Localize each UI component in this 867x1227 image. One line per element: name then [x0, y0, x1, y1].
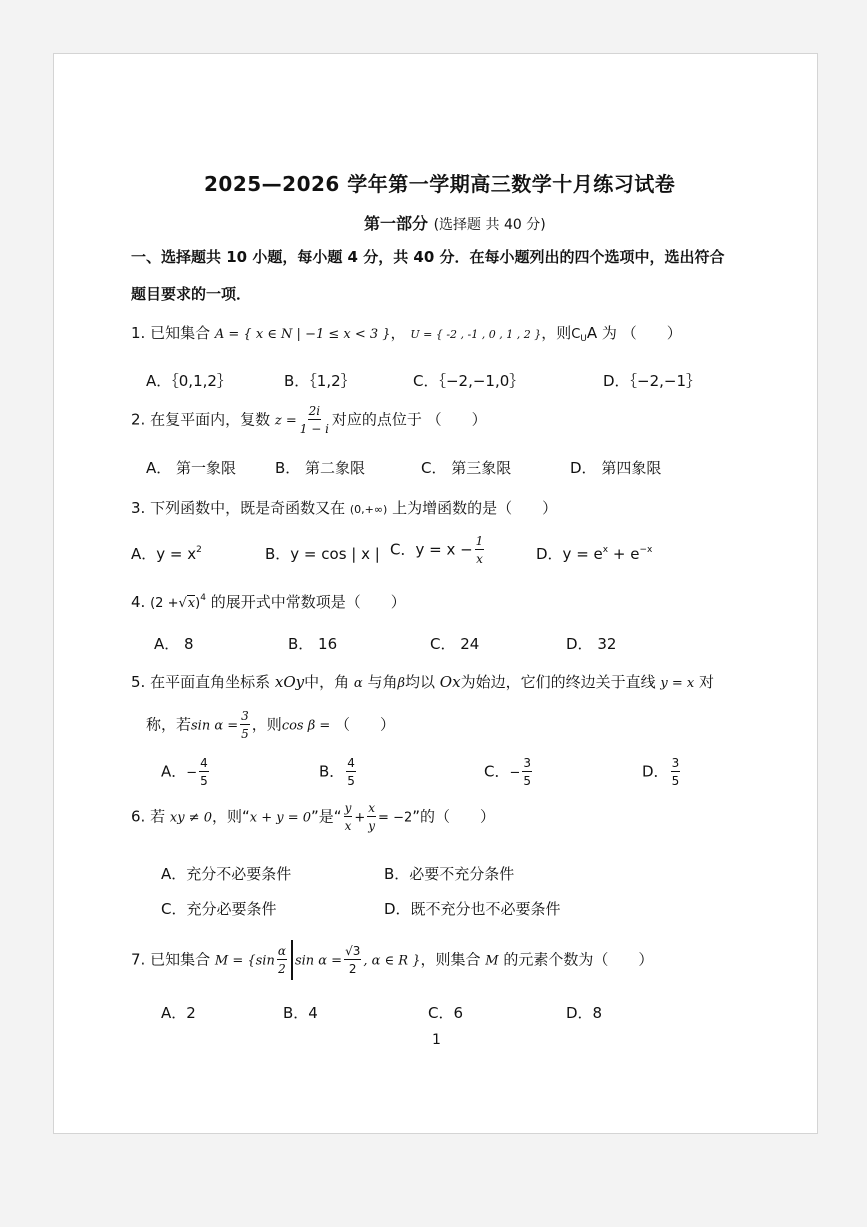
question-5-ox: Ox: [439, 673, 461, 691]
question-5-option-b-denominator: 5: [347, 774, 355, 788]
question-1-suffix: ，则: [541, 324, 572, 342]
question-5-option-c-numerator: 3: [523, 756, 532, 770]
question-5-text-e: 对: [698, 673, 714, 691]
question-3-option-d-base1: D．y = e: [536, 545, 603, 563]
question-2-numerator: 2i: [308, 404, 321, 418]
question-5-option-b[interactable]: [319, 757, 358, 787]
question-3-option-a-sup: 2: [196, 545, 202, 555]
question-3-option-d-base2: + e: [608, 545, 640, 563]
question-3-option-c-denominator: x: [476, 552, 483, 566]
question-7-prefix: 7. 已知集合: [131, 950, 211, 969]
question-5-option-a-label: A．: [161, 762, 187, 781]
question-6-fraction-1: [344, 802, 353, 832]
question-2-suffix: 对应的点位于 （ ）: [331, 410, 487, 429]
question-5-option-a-numerator: 4: [200, 756, 208, 770]
question-7-suffix: ，则集合: [420, 950, 481, 969]
question-5-option-d[interactable]: [642, 757, 682, 787]
question-1-complement-tail: A 为 （ ）: [586, 324, 682, 342]
question-6-option-b[interactable]: B．必要不充分条件: [384, 865, 515, 883]
question-3-option-a[interactable]: [131, 543, 202, 564]
question-5-option-a-fraction: [199, 757, 209, 787]
question-5-cos-beta: cos β =: [281, 718, 331, 734]
question-7-option-d[interactable]: D．8: [566, 1004, 603, 1022]
question-4-expr-post: ): [195, 596, 201, 611]
question-4-option-a[interactable]: A． 8: [154, 635, 194, 653]
page-number: 1: [432, 1032, 441, 1048]
question-6-equation-1: x + y = 0: [249, 810, 312, 826]
question-2-z: z =: [274, 413, 297, 429]
section-instruction-line2: 题目要求的一项．: [131, 285, 252, 303]
question-5-option-c[interactable]: [484, 757, 534, 787]
question-1-option-d[interactable]: D．｛−2,−1｝: [603, 372, 702, 390]
section-instruction-line1: 一、选择题共 10 小题，每小题 4 分，共 40 分．在每小题列出的四个选项中，选出符合: [131, 248, 725, 266]
question-5-text-c: 均以: [405, 673, 436, 691]
question-6-fraction-1-numerator: y: [344, 801, 352, 815]
question-5-line2-end: （ ）: [335, 715, 396, 734]
question-4-option-b[interactable]: B． 16: [288, 635, 338, 653]
question-7-suffix-2: 的元素个数为（ ）: [503, 950, 654, 969]
question-6-text-a: ，则“: [211, 807, 250, 826]
question-7: [131, 940, 653, 980]
question-4-sqrt-sign: √: [178, 596, 187, 611]
question-3-option-d-sup2: −x: [639, 545, 653, 555]
question-2-option-c[interactable]: C． 第三象限: [421, 459, 512, 477]
question-4-option-d[interactable]: D． 32: [566, 635, 617, 653]
question-3-option-c-numerator: 1: [475, 534, 484, 548]
question-7-root-numerator: √3: [345, 944, 361, 958]
question-6-fraction-2-numerator: x: [368, 801, 376, 815]
question-2-prefix: 2. 在复平面内，复数: [131, 410, 271, 429]
question-1-prefix: 1. 已知集合: [131, 324, 211, 342]
question-5-option-b-label: B．: [319, 762, 345, 781]
question-5-line2-prefix: 称，若: [146, 715, 192, 734]
question-5-denominator: 5: [241, 727, 249, 741]
question-6-plus: +: [354, 810, 366, 826]
question-1: [131, 322, 682, 344]
question-5-option-d-label: D．: [642, 762, 669, 781]
question-5-text-d: 为始边，它们的终边关于直线: [460, 673, 656, 691]
question-3-option-c-text: C．y = x −: [390, 540, 473, 559]
question-5-option-a-sign: −: [186, 765, 198, 781]
part-title: 第一部分: [364, 214, 429, 233]
question-5-option-b-numerator: 4: [347, 756, 355, 770]
question-6-prefix: 6. 若: [131, 807, 166, 826]
question-7-root-denominator: 2: [348, 962, 357, 976]
question-6: [131, 802, 495, 832]
question-6-fraction-2: [367, 802, 376, 832]
question-1-complement-sub: U: [580, 334, 587, 344]
question-4-sqrt-arg: x: [187, 596, 196, 611]
question-7-option-c[interactable]: C．6: [428, 1004, 464, 1022]
question-5-option-d-denominator: 5: [671, 774, 680, 788]
question-6-option-d[interactable]: D．既不充分也不必要条件: [384, 900, 561, 918]
question-2-option-a[interactable]: A． 第一象限: [146, 459, 237, 477]
question-6-suffix: ”的（ ）: [412, 807, 496, 826]
question-5-line: y = x: [660, 676, 695, 691]
question-5-text-a: 中，角: [304, 673, 350, 691]
question-4-expr-pre: (2 +: [150, 596, 179, 611]
question-1-option-b[interactable]: B．｛1,2｝: [284, 372, 356, 390]
part-heading: [364, 211, 546, 234]
question-5-line2-mid: ，则: [251, 715, 282, 734]
exam-page: [53, 53, 818, 1134]
question-4-option-c[interactable]: C． 24: [430, 635, 480, 653]
question-4-suffix: 的展开式中常数项是（ ）: [210, 593, 406, 611]
question-7-fraction-numerator: α: [277, 944, 286, 958]
question-5-option-c-sign: −: [509, 765, 521, 781]
question-6-fraction-2-denominator: y: [368, 819, 376, 833]
question-5-option-c-fraction: [522, 757, 532, 787]
question-5-prefix: 5. 在平面直角坐标系: [131, 673, 271, 691]
question-3-interval: (0,+∞): [349, 503, 388, 516]
question-5-option-b-fraction: [346, 757, 356, 787]
question-5-sin-alpha: sin α =: [191, 718, 239, 734]
question-3-option-d[interactable]: [536, 543, 652, 564]
question-7-condition: sin α =: [294, 953, 343, 969]
question-3: [131, 497, 557, 518]
question-4: [131, 591, 406, 612]
question-6-text-b: ”是“: [311, 807, 342, 826]
question-7-condition-end: , α ∈ R }: [363, 953, 421, 969]
exam-title: 2025—2026 学年第一学期高三数学十月练习试卷: [204, 172, 676, 196]
question-6-condition: xy ≠ 0: [169, 810, 212, 826]
question-7-divider: [291, 940, 293, 980]
question-5-option-c-denominator: 5: [523, 774, 532, 788]
question-3-option-c[interactable]: [390, 535, 486, 565]
question-5-option-d-numerator: 3: [671, 756, 680, 770]
question-4-prefix: 4.: [131, 593, 146, 611]
question-1-complement: C: [571, 327, 581, 342]
question-5-xoy: xOy: [274, 673, 305, 691]
question-1-sep: ，: [390, 324, 406, 342]
question-7-fraction-denominator: 2: [278, 962, 286, 976]
question-5-numerator: 3: [241, 709, 249, 723]
question-1-option-a[interactable]: A．｛0,1,2｝: [146, 372, 232, 390]
question-6-option-a[interactable]: A．充分不必要条件: [161, 865, 292, 883]
question-3-suffix: 上为增函数的是（ ）: [392, 499, 558, 517]
question-2-option-d[interactable]: D． 第四象限: [570, 459, 662, 477]
question-2: [131, 405, 487, 435]
question-5-line2: [146, 710, 395, 740]
question-5-line1: [131, 671, 714, 692]
question-3-option-d-sup1: x: [602, 545, 609, 555]
question-6-equation-2-tail: = −2: [378, 810, 413, 826]
question-3-option-b[interactable]: B．y = cos | x |: [265, 545, 380, 563]
question-3-prefix: 3. 下列函数中，既是奇函数又在: [131, 499, 346, 517]
question-7-option-b[interactable]: B．4: [283, 1004, 318, 1022]
question-1-set-a: A = { x ∈ N | −1 ≤ x < 3 }: [214, 327, 391, 342]
question-5-alpha: α: [353, 676, 363, 691]
question-6-option-c[interactable]: C．充分必要条件: [161, 900, 277, 918]
question-5-beta: β: [397, 676, 405, 691]
question-5-text-b: 与角: [367, 673, 398, 691]
question-7-root-fraction: [344, 945, 361, 975]
question-5-fraction: [240, 710, 250, 740]
question-6-fraction-1-denominator: x: [344, 819, 352, 833]
question-4-power: 4: [200, 593, 206, 603]
question-1-option-c[interactable]: C．｛−2,−1,0｝: [413, 372, 525, 390]
question-2-fraction: [299, 405, 330, 435]
question-3-option-c-fraction: [475, 535, 485, 565]
question-7-option-a[interactable]: A．2: [161, 1004, 196, 1022]
question-1-set-u: U = { -2 , -1 , 0 , 1 , 2 }: [410, 328, 542, 341]
part-note: (选择题 共 40 分): [433, 217, 546, 233]
question-5-option-a[interactable]: [161, 757, 211, 787]
question-3-option-a-text: A．y = x: [131, 545, 197, 563]
question-7-set-start: M = {sin: [214, 953, 275, 969]
question-7-set-m: M: [485, 953, 499, 969]
question-7-fraction: [277, 945, 287, 975]
question-2-denominator: 1 − i: [299, 422, 329, 436]
question-5-option-a-denominator: 5: [200, 774, 208, 788]
question-5-option-c-label: C．: [484, 762, 510, 781]
question-2-option-b[interactable]: B． 第二象限: [275, 459, 366, 477]
question-5-option-d-fraction: [671, 757, 681, 787]
